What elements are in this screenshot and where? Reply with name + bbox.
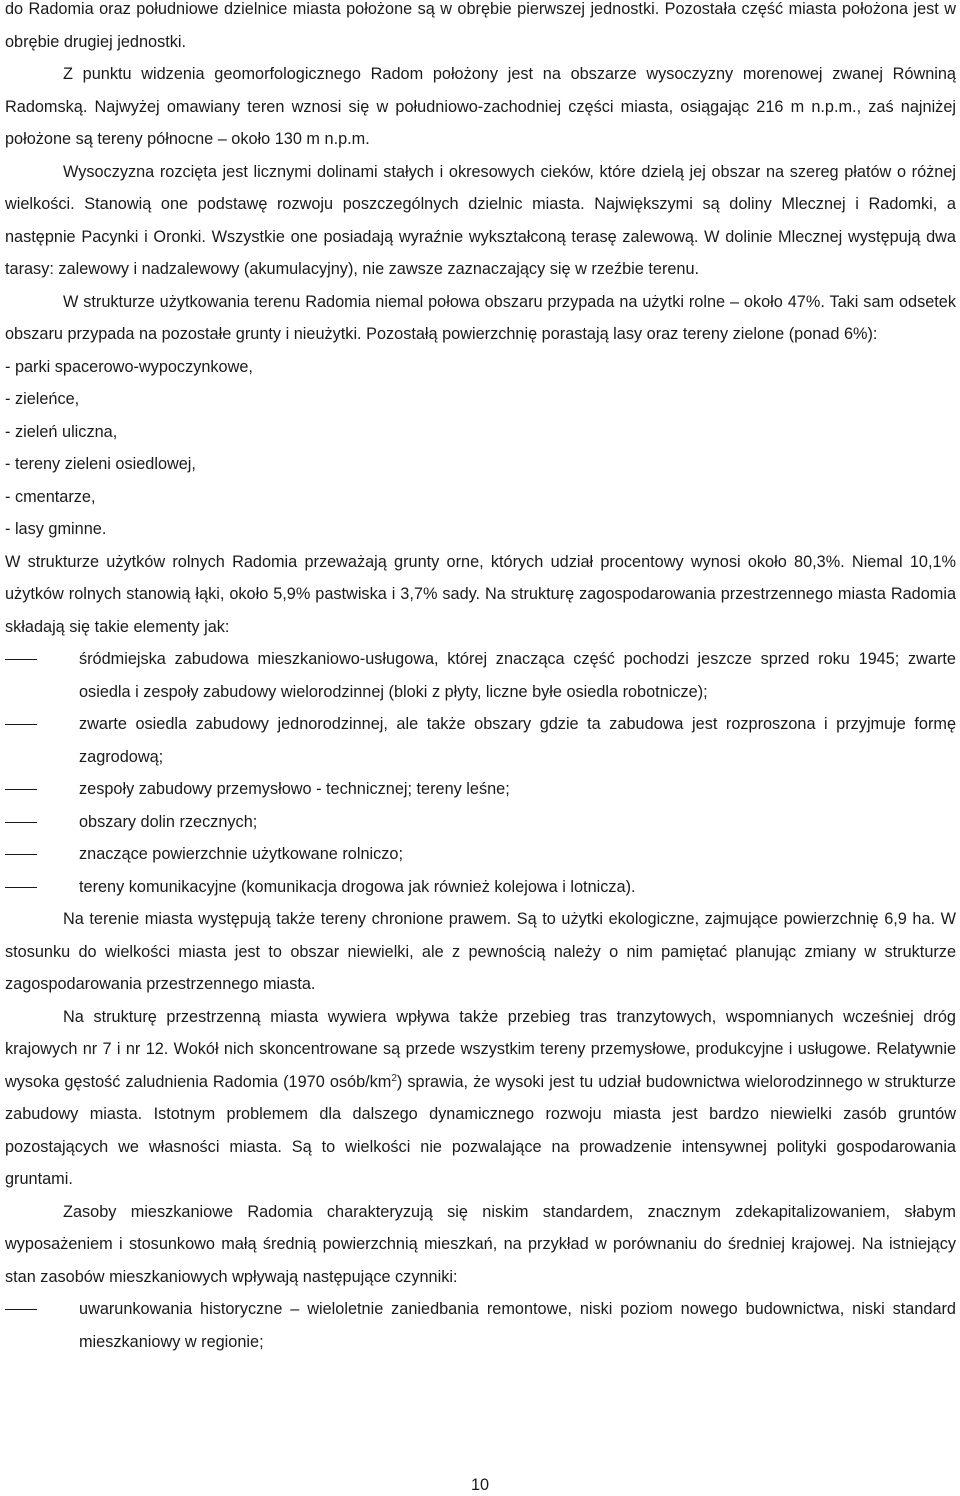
list-item: - cmentarze,: [5, 487, 96, 506]
spatial-elements-list: [5, 643, 956, 903]
list-item: znaczące powierzchnie użytkowane rolniczo;: [5, 838, 956, 871]
text-span: ) sprawia, że wysoki jest tu udział budownictwa wielorodzinnego w strukturze zabudowy miasta. Istotnym problemem dla dalszego dynamicznego rozwoju miasta jest bardzo niewielki zasób gruntów pozostających we własności miasta. Są to wielkości nie pozwalające na prowadzenie intensywnej polityki gospodarowania gruntami.: [5, 1072, 956, 1188]
list-item: uwarunkowania historyczne – wieloletnie zaniedbania remontowe, niski poziom nowego budownictwa, niski standard mieszkaniowy w regionie;: [5, 1293, 956, 1358]
list-item: - lasy gminne.: [5, 520, 107, 538]
document-page: [5, 0, 956, 1358]
green-areas-list: [5, 351, 956, 546]
list-item: - zieleń uliczna,: [5, 422, 118, 441]
list-item: tereny komunikacyjne (komunikacja drogowa jak również kolejowa i lotnicza).: [5, 871, 956, 904]
list-item: - tereny zieleni osiedlowej,: [5, 455, 196, 473]
paragraph-valleys: Wysoczyzna rozcięta jest licznymi dolinami stałych i okresowych cieków, które dzielą jej obszar na szereg płatów o różnej wielkości. Stanowią one podstawę rozwoju poszczególnych dzielnic miasta. Największymi są doliny Mlecznej i Radomki, a następnie Pacynki i Oronki. Wszystkie one posiadają wyraźnie wykształconą terasę zalewową. W dolinie Mlecznej występują dwa tarasy: zalewowy i nadzalewowy (akumulacyjny), nie zawsze zaznaczający się w rzeźbie terenu.: [5, 162, 956, 278]
list-item: - zieleńce,: [5, 390, 80, 408]
list-item: obszary dolin rzecznych;: [5, 806, 956, 839]
paragraph-1: do Radomia oraz południowe dzielnice miasta położone są w obrębie pierwszej jednostki. Pozostała część miasta położona jest w obrębie drugiej jednostki.: [5, 0, 956, 51]
paragraph-transit-routes: [5, 1001, 956, 1196]
paragraph-geomorphology: Z punktu widzenia geomorfologicznego Radom położony jest na obszarze wysoczyzny morenowej zwanej Równiną Radomską. Najwyżej omawiany teren wznosi się w południowo-zachodniej części miasta, osiągając 216 m n.p.m., zaś najniżej położone są tereny północne – około 130 m n.p.m.: [5, 65, 956, 148]
paragraph-protected-areas: Na terenie miasta występują także tereny chronione prawem. Są to użytki ekologiczne, zajmujące powierzchnię 6,9 ha. W stosunku do wielkości miasta jest to obszar niewielki, ale z pewnością należy o nim pamiętać planując zmiany w strukturze zagospodarowania przestrzennego miasta.: [5, 910, 956, 993]
paragraph-agriculture: W strukturze użytków rolnych Radomia przeważają grunty orne, których udział procentowy wynosi około 80,3%. Niemal 10,1% użytków rolnych stanowią łąki, około 5,9% pastwiska i 3,7% sady. Na strukturę zagospodarowania przestrzennego miasta Radomia składają się takie elementy jak:: [5, 552, 956, 636]
page-number: 10: [470, 1476, 490, 1494]
list-item: - parki spacerowo-wypoczynkowe,: [5, 357, 253, 376]
paragraph-land-use: W strukturze użytkowania terenu Radomia niemal połowa obszaru przypada na użytki rolne – około 47%. Taki sam odsetek obszaru przypada na pozostałe grunty i nieużytki. Pozostałą powierzchnię porastają lasy oraz tereny zielone (ponad 6%):: [5, 292, 956, 343]
text-span: Na strukturę przestrzenną miasta wywiera wpływa także przebieg tras tranzytowych, wspomnianych wcześniej dróg krajowych nr 7 i nr 12. Wokół nich skoncentrowane są przede wszystkim tereny przemysłowe, produkcyjne i usługowe. Relatywnie wysoka gęstość zaludnienia Radomia (1970 osób/km: [5, 1007, 956, 1091]
housing-factors-list: [5, 1293, 956, 1358]
superscript: 2: [391, 1072, 397, 1084]
paragraph-housing: Zasoby mieszkaniowe Radomia charakteryzują się niskim standardem, znacznym zdekapitalizowaniem, słabym wyposażeniem i stosunkowo małą średnią powierzchnią mieszkań, na przykład w porównaniu do średniej krajowej. Na istniejący stan zasobów mieszkaniowych wpływają następujące czynniki:: [5, 1202, 956, 1286]
list-item: zespoły zabudowy przemysłowo - technicznej; tereny leśne;: [5, 773, 956, 806]
list-item: zwarte osiedla zabudowy jednorodzinnej, ale także obszary gdzie ta zabudowa jest rozproszona i przyjmuje formę zagrodową;: [5, 708, 956, 773]
list-item: śródmiejska zabudowa mieszkaniowo-usługowa, której znacząca część pochodzi jeszcze sprzed roku 1945; zwarte osiedla i zespoły zabudowy wielorodzinnej (bloki z płyty, liczne byłe osiedla robotnicze);: [5, 643, 956, 708]
